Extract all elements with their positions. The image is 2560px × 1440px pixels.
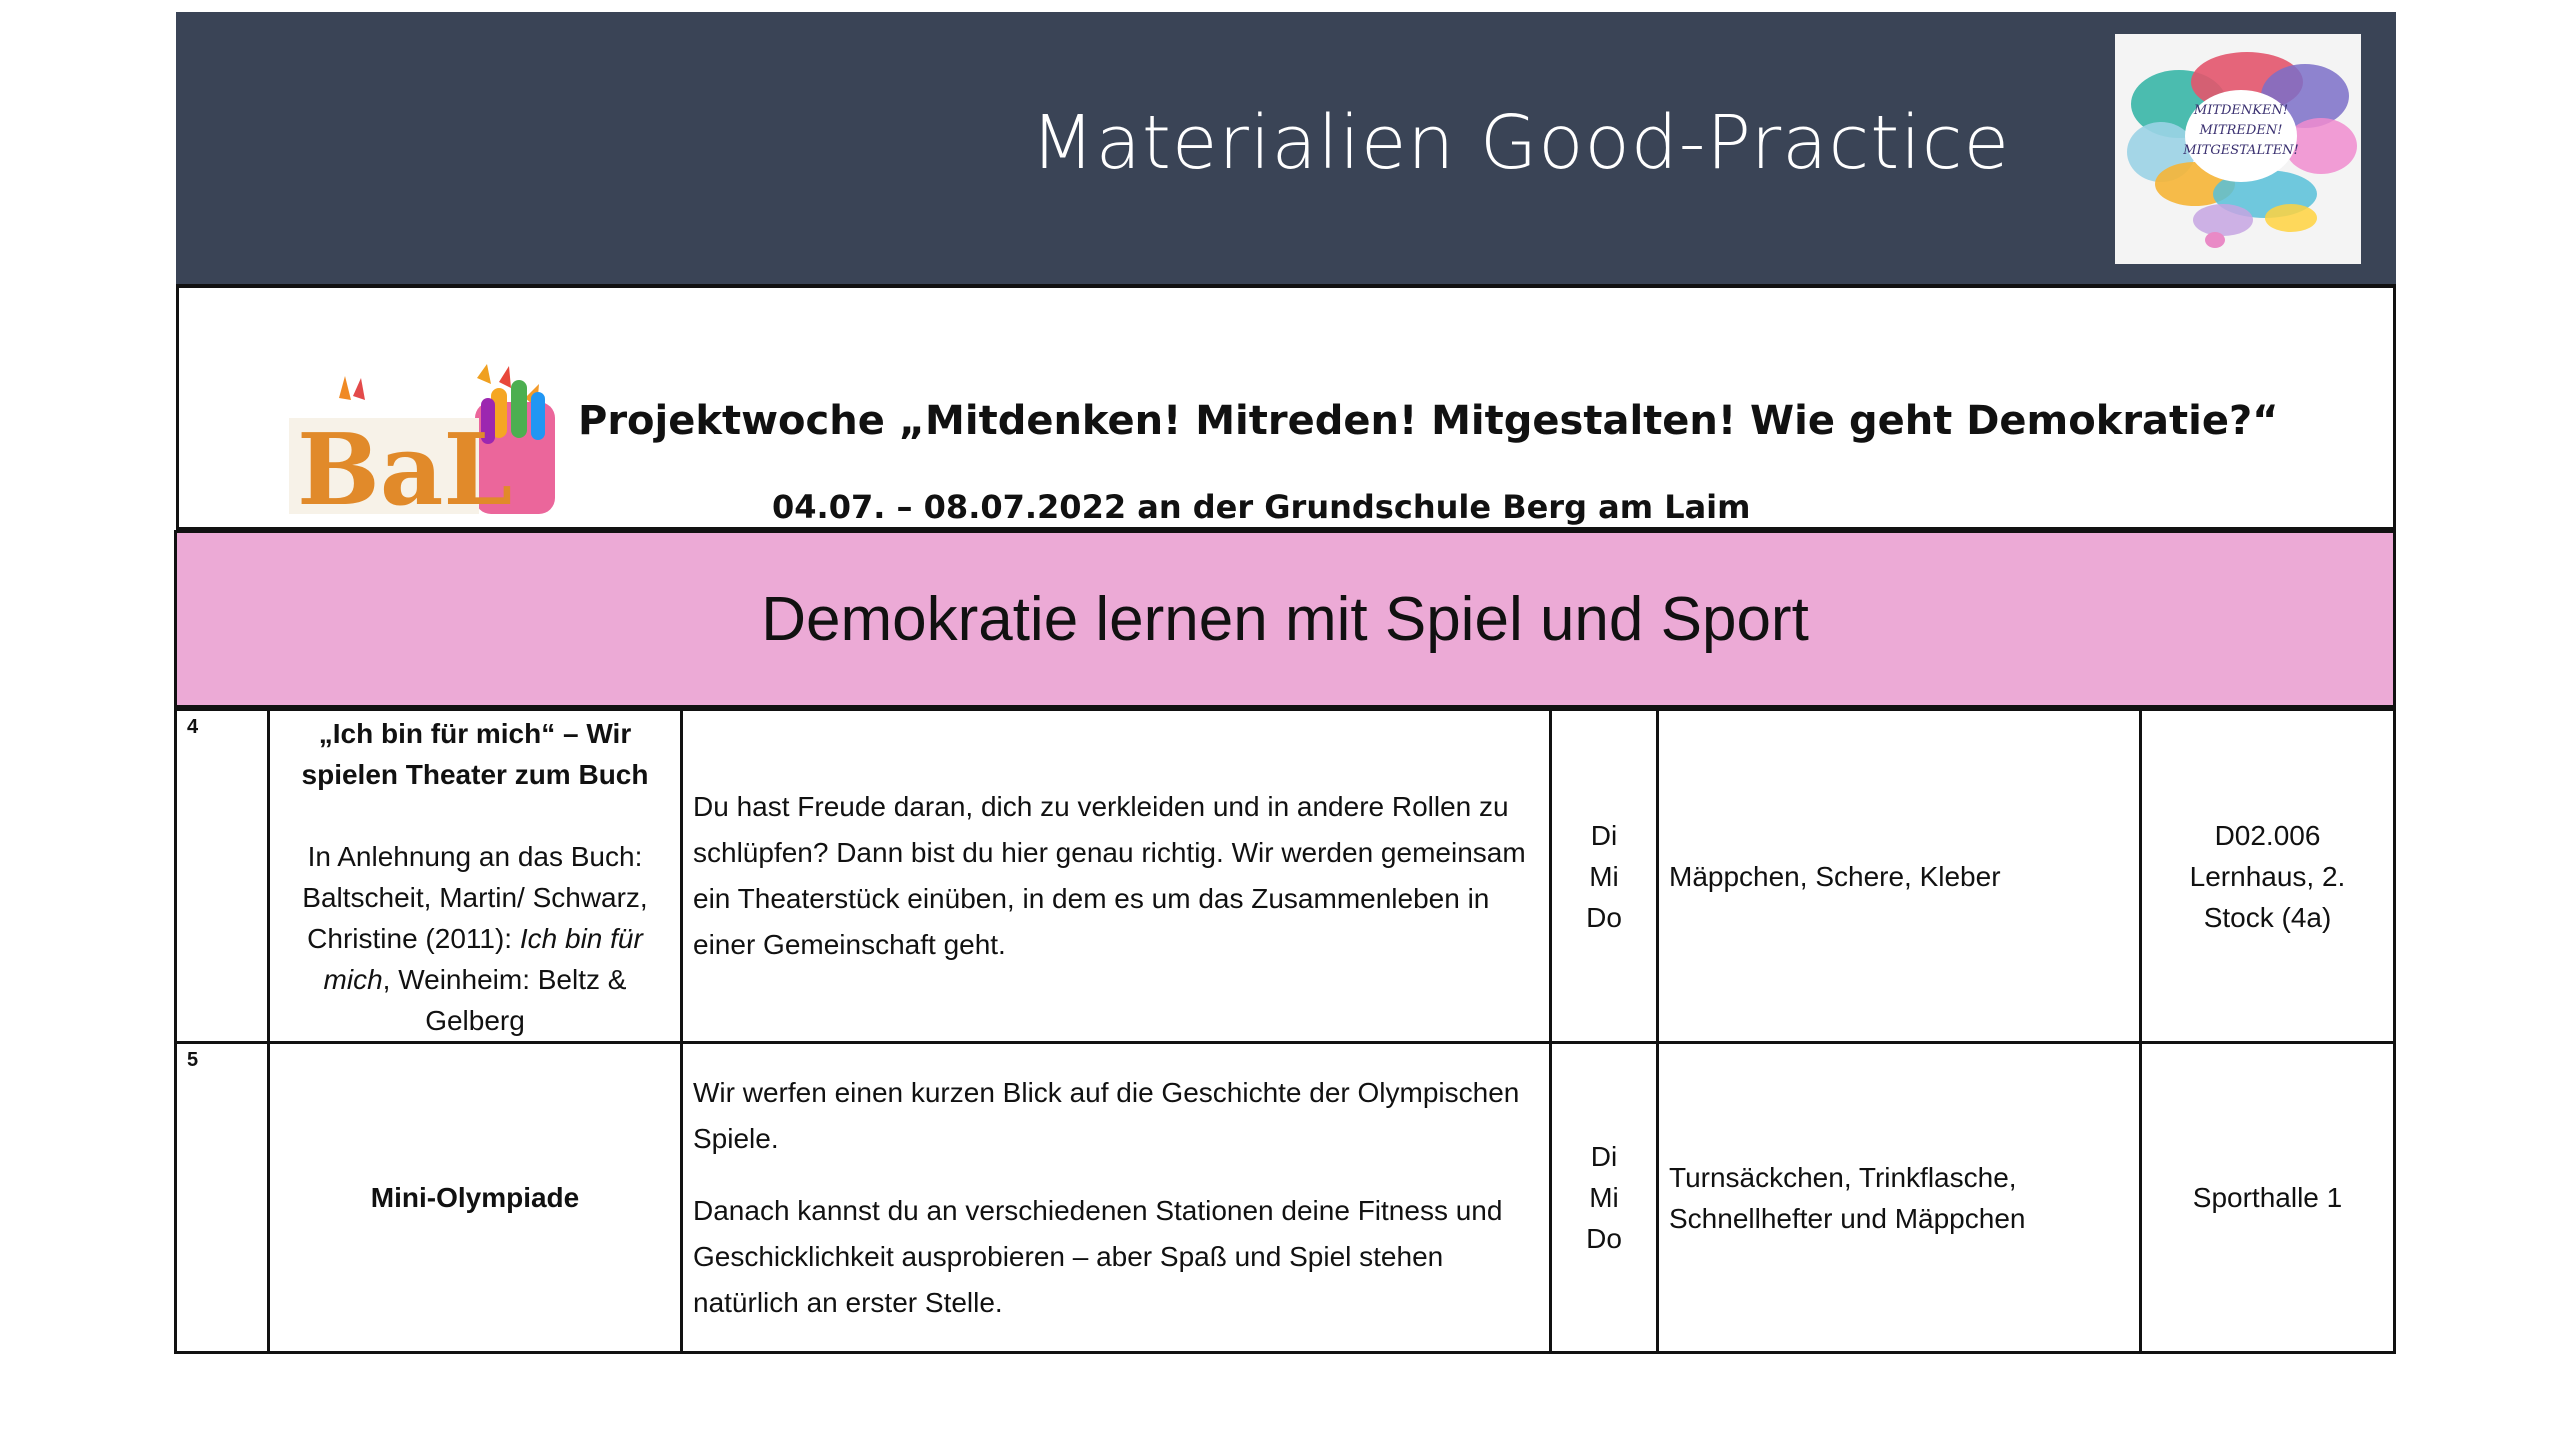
- workshop-days: Di Mi Do: [1551, 710, 1658, 1043]
- speech-bubbles-logo: [2115, 34, 2361, 264]
- workshop-title-cell: [269, 1043, 682, 1353]
- table-row: [176, 710, 2395, 1043]
- workshop-days: Di Mi Do: [1551, 1043, 1658, 1353]
- workshop-title: „Ich bin für mich“ – Wir spielen Theater zum Buch: [301, 718, 649, 790]
- slide-header: [176, 12, 2396, 284]
- project-date: 04.07. – 08.07.2022 an der Grundschule Berg am Laim: [772, 488, 1751, 526]
- logo-text-3: MITGESTALTEN!: [2183, 143, 2299, 158]
- row-number: 5: [176, 1043, 269, 1353]
- book-reference: In Anlehnung an das Buch: Baltscheit, Martin/ Schwarz, Christine (2011): Ich bin für mich, Weinheim: Beltz & Gelberg: [302, 841, 648, 1036]
- workshop-description: Wir werfen einen kurzen Blick auf die Geschichte der Olympischen Spiele. Danach kannst du an verschiedenen Stationen deine Fitness und Geschicklichkeit ausprobieren – aber Spaß und Spiel stehen natürlich an erster Stelle.: [682, 1043, 1551, 1353]
- bal-hands-logo: [289, 358, 559, 518]
- workshop-room: Sporthalle 1: [2141, 1043, 2395, 1353]
- bal-logo-text: BaL: [297, 413, 513, 518]
- workshop-room: D02.006 Lernhaus, 2. Stock (4a): [2141, 710, 2395, 1043]
- workshop-materials: Mäppchen, Schere, Kleber: [1658, 710, 2141, 1043]
- workshop-title: Mini-Olympiade: [370, 1182, 580, 1213]
- workshop-table: [174, 708, 2396, 1354]
- logo-text-2: MITREDEN!: [2199, 123, 2283, 138]
- row-number: 4: [176, 710, 269, 1043]
- section-title: Demokratie lernen mit Spiel und Sport: [761, 584, 1809, 654]
- workshop-materials: Turnsäckchen, Trinkflasche, Schnellhefter und Mäppchen: [1658, 1043, 2141, 1353]
- document-header: [176, 284, 2396, 530]
- table-row: [176, 1043, 2395, 1353]
- slide-title: Materialien Good-Practice: [1030, 100, 2010, 186]
- section-banner: [174, 530, 2396, 708]
- book-title: Ich bin für mich: [323, 923, 643, 995]
- logo-text-1: MITDENKEN!: [2193, 103, 2289, 118]
- workshop-title-cell: [269, 710, 682, 1043]
- workshop-description: Du hast Freude daran, dich zu verkleiden und in andere Rollen zu schlüpfen? Dann bist du hier genau richtig. Wir werden gemeinsam ein Theaterstück einüben, in dem es um das Zusammenleben in einer Gemeinschaft geht.: [682, 710, 1551, 1043]
- project-title: Projektwoche „Mitdenken! Mitreden! Mitgestalten! Wie geht Demokratie?“: [578, 398, 2279, 444]
